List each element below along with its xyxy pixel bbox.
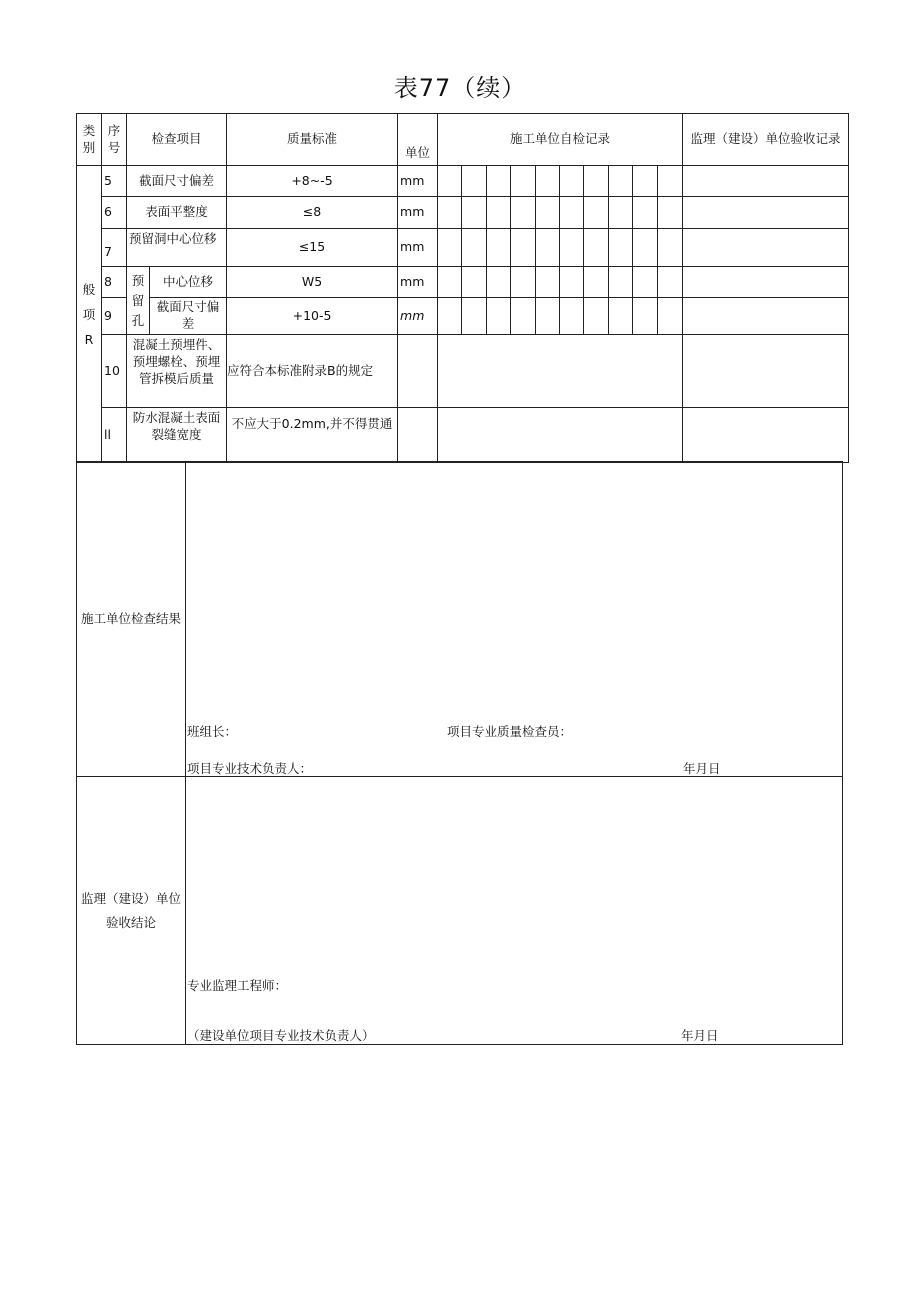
record-cell[interactable] (438, 267, 462, 298)
date-label: 年月日 (681, 1028, 719, 1043)
header-self-check: 施工单位自检记录 (438, 114, 683, 166)
record-cell[interactable] (462, 229, 487, 267)
construction-check-label: 施工单位检查结果 (77, 462, 186, 776)
header-seq: 序号 (102, 114, 127, 166)
record-cell[interactable] (438, 229, 462, 267)
record-cell[interactable] (560, 298, 584, 335)
record-cell[interactable] (584, 229, 609, 267)
record-cell[interactable] (633, 267, 658, 298)
table-row (77, 298, 849, 335)
owner-representative-label: （建设单位项目专业技术负责人） (187, 1028, 375, 1043)
record-cell[interactable] (438, 197, 462, 229)
table-row (77, 229, 849, 267)
row-standard: ≤15 (227, 229, 398, 267)
row-no: 5 (102, 166, 127, 197)
record-cell[interactable] (609, 267, 633, 298)
record-cell[interactable] (462, 298, 487, 335)
supervision-cell[interactable] (683, 298, 849, 335)
row-standard: 应符合本标准附录B的规定 (227, 335, 398, 408)
record-cell[interactable] (536, 267, 560, 298)
record-cell[interactable] (438, 298, 462, 335)
record-cell[interactable] (609, 229, 633, 267)
record-cell[interactable] (609, 166, 633, 197)
record-cell[interactable] (633, 166, 658, 197)
row-unit (398, 335, 438, 408)
record-cell[interactable] (438, 335, 683, 408)
record-cell[interactable] (487, 229, 511, 267)
row-standard: ≤8 (227, 197, 398, 229)
header-supervision: 监理（建设）单位验收记录 (683, 114, 849, 166)
record-cell[interactable] (584, 197, 609, 229)
supervision-conclusion-section (76, 776, 843, 1045)
record-cell[interactable] (658, 298, 683, 335)
quality-inspector-label: 项目专业质量检查员： (447, 724, 573, 739)
tech-lead-label: 项目专业技术负责人： (187, 761, 313, 776)
record-cell[interactable] (658, 166, 683, 197)
header-item: 检查项目 (127, 114, 227, 166)
record-cell[interactable] (633, 229, 658, 267)
supervision-cell[interactable] (683, 166, 849, 197)
record-cell[interactable] (536, 229, 560, 267)
supervision-engineer-label: 专业监理工程师： (187, 978, 288, 993)
row-unit (398, 408, 438, 463)
row-no: 6 (102, 197, 127, 229)
supervision-cell[interactable] (683, 197, 849, 229)
supervision-cell[interactable] (683, 229, 849, 267)
record-cell[interactable] (560, 267, 584, 298)
record-cell[interactable] (584, 298, 609, 335)
row-unit: mm (398, 229, 438, 267)
record-cell[interactable] (487, 166, 511, 197)
record-cell[interactable] (536, 166, 560, 197)
table-row (77, 408, 849, 463)
record-cell[interactable] (511, 166, 536, 197)
row-item: 混凝土预埋件、预埋螺栓、预埋管拆模后质量 (127, 335, 227, 408)
record-cell[interactable] (658, 197, 683, 229)
inspection-table (76, 113, 849, 463)
table-row (77, 166, 849, 197)
record-cell[interactable] (609, 197, 633, 229)
page-title: 表77（续） (393, 74, 527, 102)
record-cell[interactable] (462, 267, 487, 298)
record-cell[interactable] (609, 298, 633, 335)
record-cell[interactable] (511, 298, 536, 335)
row-standard: 不应大于0.2mm,并不得贯通 (227, 408, 398, 463)
record-cell[interactable] (560, 229, 584, 267)
row-no: 8 (102, 267, 127, 298)
supervision-cell[interactable] (683, 335, 849, 408)
row-no: 7 (102, 229, 127, 267)
table-row (77, 335, 849, 408)
record-cell[interactable] (560, 197, 584, 229)
supervision-cell[interactable] (683, 408, 849, 463)
record-cell[interactable] (584, 166, 609, 197)
record-cell[interactable] (462, 166, 487, 197)
record-cell[interactable] (633, 197, 658, 229)
record-cell[interactable] (658, 229, 683, 267)
record-cell[interactable] (633, 298, 658, 335)
row-unit: mm (398, 166, 438, 197)
header-standard: 质量标准 (227, 114, 398, 166)
record-cell[interactable] (658, 267, 683, 298)
row-no: ll (102, 408, 127, 463)
construction-check-section (76, 461, 843, 777)
row-standard: +10-5 (227, 298, 398, 335)
row-standard: +8~-5 (227, 166, 398, 197)
record-cell[interactable] (560, 166, 584, 197)
supervision-conclusion-label: 监理（建设）单位验收结论 (77, 777, 186, 1044)
row-item: 截面尺寸偏差 (127, 166, 227, 197)
supervision-cell[interactable] (683, 267, 849, 298)
row-item: 预留洞中心位移 (127, 229, 227, 267)
record-cell[interactable] (511, 197, 536, 229)
row-item: 截面尺寸偏差 (150, 298, 227, 335)
record-cell[interactable] (536, 197, 560, 229)
row-item: 防水混凝土表面裂缝宽度 (127, 408, 227, 463)
row-item: 中心位移 (150, 267, 227, 298)
record-cell[interactable] (438, 166, 462, 197)
group-label: 预留孔 (127, 267, 150, 335)
team-leader-label: 班组长： (187, 724, 238, 739)
record-cell[interactable] (487, 197, 511, 229)
record-cell[interactable] (462, 197, 487, 229)
record-cell[interactable] (511, 229, 536, 267)
record-cell[interactable] (536, 298, 560, 335)
row-unit: mm (398, 197, 438, 229)
table-row (77, 197, 849, 229)
row-no: 10 (102, 335, 127, 408)
date-label: 年月日 (683, 761, 721, 776)
category-label: 般项R (77, 166, 102, 463)
row-no: 9 (102, 298, 127, 335)
record-cell[interactable] (584, 267, 609, 298)
record-cell[interactable] (511, 267, 536, 298)
row-unit: mm (398, 267, 438, 298)
record-cell[interactable] (438, 408, 683, 463)
row-standard: W5 (227, 267, 398, 298)
header-unit: 单位 (398, 114, 438, 166)
record-cell[interactable] (487, 267, 511, 298)
row-item: 表面平整度 (127, 197, 227, 229)
row-unit: mm (398, 298, 438, 335)
header-row (77, 114, 849, 166)
table-row (77, 267, 849, 298)
header-category: 类别 (77, 114, 102, 166)
record-cell[interactable] (487, 298, 511, 335)
